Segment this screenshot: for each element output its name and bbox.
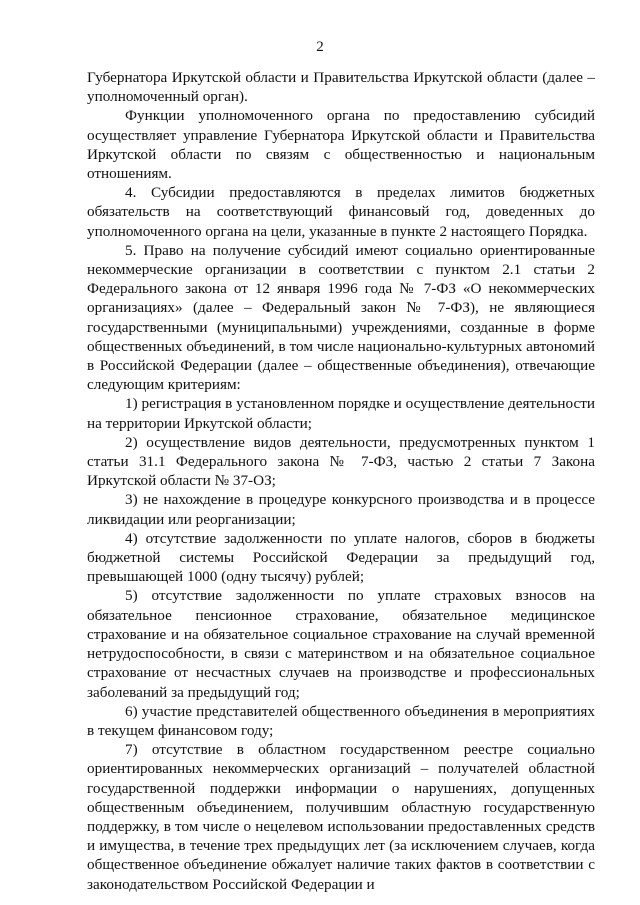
document-body — [87, 68, 595, 894]
list-item: 2) осуществление видов деятельности, предусмотренных пунктом 1 статьи 31.1 Федерального закона № 7-ФЗ, частью 2 статьи 7 Закона Иркутской области № 37-ОЗ; — [87, 433, 595, 490]
list-item: 7) отсутствие в областном государственном реестре социально ориентированных некоммерческих организаций – получателей областной государственной поддержки информации о нарушениях, допущенных общественным объединением, получившим областную государственную поддержку, в том числе о нецелевом использовании предоставленных средств и имущества, в течение трех предыдущих лет (за исключением случаев, когда общественное объединение обжалует наличие таких фактов в соответствии с законодательством Российской Федерации и — [87, 741, 595, 893]
paragraph: 5. Право на получение субсидий имеют социально ориентированные некоммерческие организации в соответствии с пунктом 2.1 статьи 2 Федерального закона от 12 января 1996 года № 7-ФЗ «О некоммерческих организациях» (далее – Федеральный закон № 7-ФЗ), не являющиеся государственными (муниципальными) учреждениями, созданные в форме общественных объединений, в том числе национально-культурных автономий в Российской Федерации (далее – общественные объединения), отвечающие следующим критериям: — [87, 241, 595, 394]
list-item: 1) регистрация в установленном порядке и осуществление деятельности на территории Иркутской области; — [87, 395, 595, 432]
list-item: 6) участие представителей общественного объединения в мероприятиях в текущем финансовом году; — [87, 702, 595, 739]
paragraph: Губернатора Иркутской области и Правительства Иркутской области (далее – уполномоченный орган). — [87, 69, 595, 106]
list-item: 5) отсутствие задолженности по уплате страховых взносов на обязательное пенсионное страхование, обязательное медицинское страхование и на обязательное социальное страхование на случай временной нетрудоспособности, в связи с материнством и на обязательное социальное страхование от несчастных случаев на производстве и профессиональных заболеваний за предыдущий год; — [87, 587, 595, 701]
list-item: 3) не нахождение в процедуре конкурсного производства и в процессе ликвидации или реорганизации; — [87, 491, 595, 528]
page-number: 2 — [316, 39, 324, 55]
paragraph: 4. Субсидии предоставляются в пределах лимитов бюджетных обязательств на соответствующий финансовый год, доведенных до уполномоченного органа на цели, указанные в пункте 2 настоящего Порядка. — [87, 184, 595, 240]
list-item: 4) отсутствие задолженности по уплате налогов, сборов в бюджеты бюджетной системы Российской Федерации за предыдущий год, превышающей 1000 (одну тысячу) рублей; — [87, 529, 595, 586]
paragraph: Функции уполномоченного органа по предоставлению субсидий осуществляет управление Губернатора Иркутской области и Правительства Иркутской области по связям с общественностью и национальным отношениям. — [87, 107, 595, 183]
